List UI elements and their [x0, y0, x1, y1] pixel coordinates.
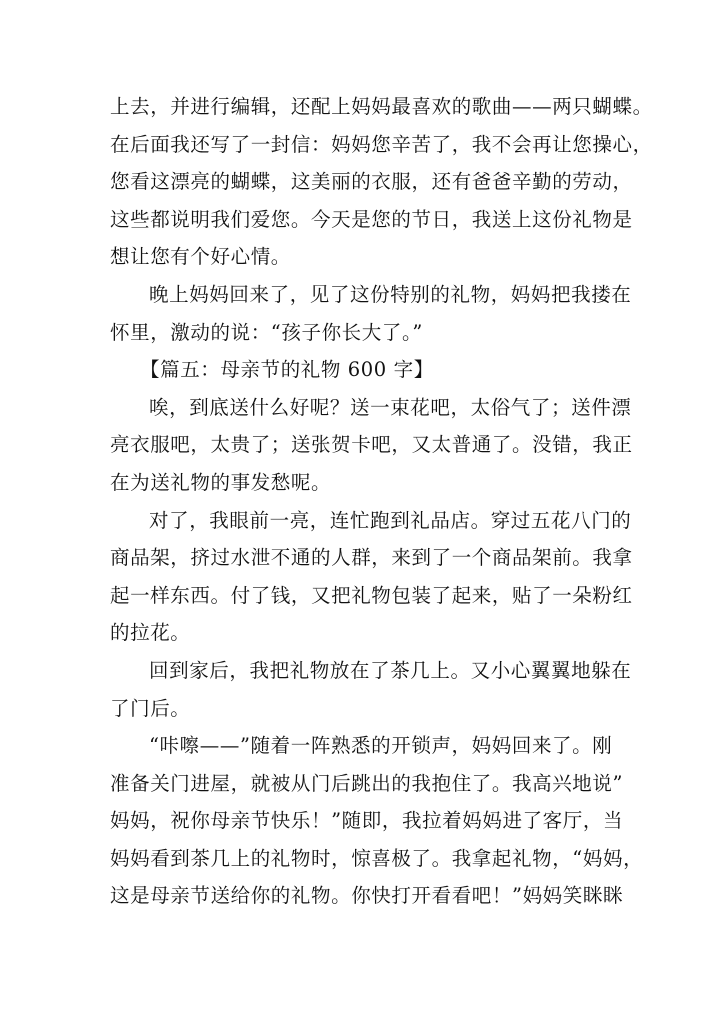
text-line: 在后面我还写了一封信：妈妈您辛苦了，我不会再让您操心，: [110, 132, 653, 156]
text-line: 起一样东西。付了钱，又把礼物包装了起来，贴了一朵粉红: [110, 583, 633, 607]
paragraph-start-line: 唉，到底送什么好呢？送一束花吧，太俗气了；送件漂: [149, 395, 632, 419]
text-line: 在为送礼物的事发愁呢。: [110, 470, 332, 494]
text-line: 妈妈，祝你母亲节快乐！”随即，我拉着妈妈进了客厅，当: [110, 809, 624, 833]
text-line: 准备关门进屋，就被从门后跳出的我抱住了。我高兴地说”: [110, 771, 624, 795]
text-line: 的拉花。: [110, 621, 191, 645]
text-line: 了门后。: [110, 696, 191, 720]
text-line: 这些都说明我们爱您。今天是您的节日，我送上这份礼物是: [110, 207, 633, 231]
paragraph-start-line: 对了，我眼前一亮，连忙跑到礼品店。穿过五花八门的: [149, 508, 632, 532]
essay-text: [110, 88, 653, 915]
text-line: 想让您有个好心情。: [110, 245, 291, 269]
paragraph-start-line: 回到家后，我把礼物放在了茶几上。又小心翼翼地躲在: [149, 658, 632, 682]
text-line: 商品架，挤过水泄不通的人群，来到了一个商品架前。我拿: [110, 546, 633, 570]
text-line: 这是母亲节送给你的礼物。你快打开看看吧！”妈妈笑眯眯: [110, 884, 624, 908]
paragraph-start-line: 晚上妈妈回来了，见了这份特别的礼物，妈妈把我搂在: [149, 282, 632, 306]
section-heading: 【篇五：母亲节的礼物 600 字】: [140, 358, 434, 382]
text-line: 亮衣服吧，太贵了；送张贺卡吧，又太普通了。没错，我正: [110, 433, 633, 457]
text-line: 怀里，激动的说：“孩子你长大了。”: [110, 320, 423, 344]
paragraph-start-line: “咔嚓——”随着一阵熟悉的开锁声，妈妈回来了。刚: [149, 734, 613, 758]
text-line: 妈妈看到茶几上的礼物时，惊喜极了。我拿起礼物，“妈妈，: [110, 846, 644, 870]
text-line: 上去，并进行编辑，还配上妈妈最喜欢的歌曲——两只蝴蝶。: [110, 95, 653, 118]
text-line: 您看这漂亮的蝴蝶，这美丽的衣服，还有爸爸辛勤的劳动，: [110, 170, 633, 194]
